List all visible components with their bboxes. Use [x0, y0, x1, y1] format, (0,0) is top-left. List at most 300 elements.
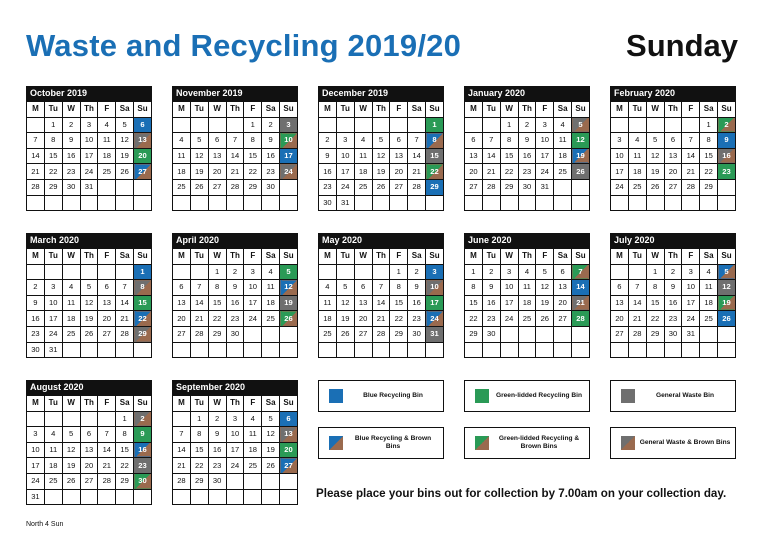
weekday-header: Tu: [44, 396, 62, 412]
weekday-header: M: [319, 249, 337, 265]
empty-cell: [354, 264, 372, 280]
day-cell: 27: [173, 326, 191, 342]
day-cell: 21: [190, 311, 208, 327]
month-calendar: [172, 86, 298, 211]
weekday-header: Tu: [628, 102, 646, 118]
day-cell: 27: [208, 179, 226, 195]
empty-cell: [62, 411, 80, 427]
day-cell: 18: [262, 295, 280, 311]
day-cell: 3: [80, 117, 98, 133]
day-cell: 21: [572, 295, 590, 311]
day-cell: 16: [482, 295, 500, 311]
empty-cell: [190, 264, 208, 280]
weekday-header: M: [173, 102, 191, 118]
weekday-header: Su: [134, 396, 152, 412]
day-cell: 11: [244, 427, 262, 443]
day-cell: 25: [262, 311, 280, 327]
day-cell: 9: [482, 280, 500, 296]
day-cell: 19: [80, 311, 98, 327]
weekday-header: Th: [226, 249, 244, 265]
day-cell: 29: [500, 179, 518, 195]
empty-cell: [98, 179, 116, 195]
day-cell: 29: [465, 326, 483, 342]
day-cell: 24: [611, 179, 629, 195]
day-cell: 22: [390, 311, 408, 327]
day-cell: 14: [372, 295, 390, 311]
weekday-header: F: [98, 102, 116, 118]
day-cell: 13: [280, 427, 298, 443]
empty-cell: [262, 195, 280, 211]
day-cell: 29: [44, 179, 62, 195]
day-cell: 10: [44, 295, 62, 311]
weekday-header: Tu: [336, 102, 354, 118]
day-cell: 11: [700, 280, 718, 296]
legend-item: [318, 380, 444, 412]
month-title: February 2020: [610, 86, 736, 101]
weekday-header: Th: [518, 249, 536, 265]
day-cell: 2: [718, 117, 736, 133]
empty-cell: [173, 264, 191, 280]
day-cell: 14: [173, 442, 191, 458]
day-cell: 4: [354, 133, 372, 149]
empty-cell: [646, 342, 664, 358]
weekday-header: W: [62, 396, 80, 412]
day-cell: 22: [44, 164, 62, 180]
empty-cell: [718, 342, 736, 358]
day-cell: 25: [319, 326, 337, 342]
weekday-header: Sa: [116, 396, 134, 412]
day-cell: 14: [98, 442, 116, 458]
empty-cell: [27, 195, 45, 211]
day-cell: 23: [482, 311, 500, 327]
day-cell: 10: [226, 427, 244, 443]
day-cell: 20: [465, 164, 483, 180]
bin-color-swatch: [621, 436, 635, 450]
day-cell: 31: [27, 489, 45, 505]
weekday-header: Tu: [336, 249, 354, 265]
empty-cell: [390, 117, 408, 133]
weekday-header: Su: [134, 102, 152, 118]
day-cell: 2: [262, 117, 280, 133]
empty-cell: [554, 342, 572, 358]
empty-cell: [226, 117, 244, 133]
day-cell: 29: [208, 326, 226, 342]
day-cell: 4: [319, 280, 337, 296]
day-cell: 21: [27, 164, 45, 180]
day-cell: 2: [664, 264, 682, 280]
day-cell: 19: [372, 164, 390, 180]
empty-cell: [426, 195, 444, 211]
day-cell: 11: [62, 295, 80, 311]
empty-cell: [80, 342, 98, 358]
day-cell: 9: [319, 148, 337, 164]
day-cell: 16: [518, 148, 536, 164]
weekday-header: Su: [572, 249, 590, 265]
empty-cell: [354, 117, 372, 133]
weekday-header: F: [98, 249, 116, 265]
day-cell: 17: [80, 148, 98, 164]
day-cell: 28: [27, 179, 45, 195]
weekday-header: Sa: [700, 249, 718, 265]
empty-cell: [44, 411, 62, 427]
weekday-header: Th: [372, 249, 390, 265]
day-cell: 23: [208, 458, 226, 474]
day-cell: 4: [628, 133, 646, 149]
day-cell: 9: [408, 280, 426, 296]
empty-cell: [226, 195, 244, 211]
day-cell: 3: [280, 117, 298, 133]
day-cell: 18: [700, 295, 718, 311]
day-cell: 27: [465, 179, 483, 195]
day-cell: 28: [408, 179, 426, 195]
weekday-header: Th: [664, 102, 682, 118]
day-cell: 14: [190, 295, 208, 311]
empty-cell: [572, 179, 590, 195]
day-cell: 13: [554, 280, 572, 296]
day-cell: 5: [116, 117, 134, 133]
day-cell: 10: [27, 442, 45, 458]
month-calendar: [464, 86, 590, 211]
weekday-header: Sa: [262, 396, 280, 412]
legend-label: Blue Recycling & Brown Bins: [354, 435, 432, 450]
empty-cell: [98, 195, 116, 211]
empty-cell: [336, 264, 354, 280]
day-cell: 25: [628, 179, 646, 195]
day-cell: 1: [44, 117, 62, 133]
day-cell: 19: [336, 311, 354, 327]
day-cell: 14: [408, 148, 426, 164]
day-cell: 16: [27, 311, 45, 327]
empty-cell: [628, 264, 646, 280]
weekday-header: W: [208, 249, 226, 265]
day-cell: 7: [628, 280, 646, 296]
day-cell: 22: [465, 311, 483, 327]
day-cell: 23: [664, 311, 682, 327]
day-cell: 3: [44, 280, 62, 296]
day-cell: 23: [262, 164, 280, 180]
empty-cell: [116, 264, 134, 280]
day-cell: 28: [190, 326, 208, 342]
day-cell: 27: [611, 326, 629, 342]
day-cell: 12: [336, 295, 354, 311]
day-cell: 23: [319, 179, 337, 195]
day-cell: 14: [682, 148, 700, 164]
empty-cell: [465, 117, 483, 133]
weekday-header: Tu: [44, 102, 62, 118]
day-cell: 30: [208, 473, 226, 489]
empty-cell: [116, 489, 134, 505]
day-cell: 29: [190, 473, 208, 489]
empty-cell: [572, 326, 590, 342]
empty-cell: [372, 342, 390, 358]
day-cell: 20: [611, 311, 629, 327]
day-cell: 8: [465, 280, 483, 296]
day-cell: 18: [173, 164, 191, 180]
day-cell: 4: [244, 411, 262, 427]
empty-cell: [116, 179, 134, 195]
month-title: August 2020: [26, 380, 152, 395]
day-cell: 5: [372, 133, 390, 149]
empty-cell: [718, 195, 736, 211]
day-cell: 12: [262, 427, 280, 443]
empty-cell: [611, 195, 629, 211]
weekday-header: Th: [664, 249, 682, 265]
day-cell: 25: [44, 473, 62, 489]
day-cell: 24: [27, 473, 45, 489]
day-cell: 11: [262, 280, 280, 296]
day-cell: 19: [572, 148, 590, 164]
empty-cell: [572, 342, 590, 358]
day-cell: 29: [116, 473, 134, 489]
weekday-header: W: [500, 249, 518, 265]
day-cell: 26: [372, 179, 390, 195]
day-cell: 13: [664, 148, 682, 164]
empty-cell: [262, 473, 280, 489]
day-cell: 10: [280, 133, 298, 149]
day-cell: 30: [134, 473, 152, 489]
empty-cell: [208, 342, 226, 358]
empty-cell: [536, 342, 554, 358]
day-cell: 7: [98, 427, 116, 443]
month-calendar: [464, 233, 590, 358]
day-cell: 14: [226, 148, 244, 164]
empty-cell: [354, 342, 372, 358]
day-cell: 5: [80, 280, 98, 296]
day-cell: 15: [646, 295, 664, 311]
empty-cell: [244, 342, 262, 358]
day-cell: 20: [134, 148, 152, 164]
day-cell: 25: [700, 311, 718, 327]
bin-color-swatch: [329, 389, 343, 403]
month-title: September 2020: [172, 380, 298, 395]
day-cell: 24: [536, 164, 554, 180]
day-cell: 23: [518, 164, 536, 180]
day-cell: 27: [98, 326, 116, 342]
day-cell: 25: [98, 164, 116, 180]
legend-item: [318, 427, 444, 459]
empty-cell: [628, 117, 646, 133]
day-cell: 7: [372, 280, 390, 296]
day-cell: 15: [134, 295, 152, 311]
empty-cell: [536, 326, 554, 342]
day-cell: 5: [190, 133, 208, 149]
day-cell: 8: [190, 427, 208, 443]
day-cell: 5: [336, 280, 354, 296]
empty-cell: [262, 326, 280, 342]
empty-cell: [554, 179, 572, 195]
weekday-header: M: [465, 102, 483, 118]
day-cell: 2: [208, 411, 226, 427]
day-cell: 31: [336, 195, 354, 211]
empty-cell: [426, 342, 444, 358]
day-cell: 11: [554, 133, 572, 149]
day-cell: 15: [700, 148, 718, 164]
empty-cell: [319, 264, 337, 280]
weekday-header: Su: [280, 102, 298, 118]
empty-cell: [226, 342, 244, 358]
day-cell: 30: [62, 179, 80, 195]
day-cell: 27: [664, 179, 682, 195]
day-cell: 27: [280, 458, 298, 474]
empty-cell: [319, 117, 337, 133]
weekday-header: W: [646, 102, 664, 118]
empty-cell: [408, 195, 426, 211]
empty-cell: [208, 195, 226, 211]
day-cell: 11: [44, 442, 62, 458]
weekday-header: W: [62, 249, 80, 265]
weekday-header: Tu: [190, 102, 208, 118]
empty-cell: [27, 264, 45, 280]
day-cell: 6: [664, 133, 682, 149]
weekday-header: Su: [572, 102, 590, 118]
empty-cell: [98, 342, 116, 358]
day-cell: 19: [262, 442, 280, 458]
empty-cell: [27, 411, 45, 427]
day-cell: 16: [319, 164, 337, 180]
day-cell: 7: [482, 133, 500, 149]
day-cell: 17: [280, 148, 298, 164]
empty-cell: [664, 342, 682, 358]
day-cell: 5: [62, 427, 80, 443]
empty-cell: [518, 326, 536, 342]
weekday-header: M: [27, 249, 45, 265]
weekday-header: Sa: [700, 102, 718, 118]
day-cell: 15: [116, 442, 134, 458]
empty-cell: [226, 489, 244, 505]
day-cell: 30: [226, 326, 244, 342]
day-cell: 20: [80, 458, 98, 474]
empty-cell: [173, 195, 191, 211]
day-cell: 7: [226, 133, 244, 149]
empty-cell: [682, 117, 700, 133]
day-cell: 26: [572, 164, 590, 180]
bin-color-swatch: [475, 436, 489, 450]
day-cell: 8: [208, 280, 226, 296]
day-cell: 12: [718, 280, 736, 296]
empty-cell: [44, 489, 62, 505]
day-cell: 19: [190, 164, 208, 180]
day-cell: 3: [611, 133, 629, 149]
day-cell: 2: [134, 411, 152, 427]
empty-cell: [280, 326, 298, 342]
day-cell: 10: [500, 280, 518, 296]
day-cell: 29: [700, 179, 718, 195]
empty-cell: [173, 117, 191, 133]
weekday-header: M: [611, 102, 629, 118]
month-title: October 2019: [26, 86, 152, 101]
legend-label: Green-lidded Recycling Bin: [495, 392, 583, 399]
day-cell: 11: [518, 280, 536, 296]
weekday-header: Su: [426, 102, 444, 118]
empty-cell: [682, 342, 700, 358]
empty-cell: [372, 264, 390, 280]
day-cell: 5: [262, 411, 280, 427]
day-cell: 20: [98, 311, 116, 327]
legend-label: Green-lidded Recycling & Brown Bins: [498, 435, 580, 450]
day-cell: 7: [116, 280, 134, 296]
weekday-header: F: [536, 249, 554, 265]
legend-item: [464, 380, 590, 412]
day-cell: 12: [646, 148, 664, 164]
day-cell: 21: [408, 164, 426, 180]
weekday-header: Su: [718, 249, 736, 265]
day-cell: 29: [244, 179, 262, 195]
day-cell: 6: [98, 280, 116, 296]
day-cell: 27: [554, 311, 572, 327]
month-title: April 2020: [172, 233, 298, 248]
day-cell: 13: [611, 295, 629, 311]
empty-cell: [482, 117, 500, 133]
day-cell: 18: [98, 148, 116, 164]
day-cell: 24: [244, 311, 262, 327]
day-cell: 21: [682, 164, 700, 180]
empty-cell: [465, 195, 483, 211]
weekday-header: W: [646, 249, 664, 265]
day-cell: 3: [226, 411, 244, 427]
month-title: March 2020: [26, 233, 152, 248]
day-cell: 4: [554, 117, 572, 133]
day-cell: 16: [134, 442, 152, 458]
empty-cell: [319, 342, 337, 358]
empty-cell: [190, 489, 208, 505]
day-cell: 1: [116, 411, 134, 427]
day-cell: 25: [244, 458, 262, 474]
day-cell: 7: [682, 133, 700, 149]
empty-cell: [44, 195, 62, 211]
day-cell: 10: [336, 148, 354, 164]
day-cell: 26: [116, 164, 134, 180]
weekday-header: Tu: [190, 249, 208, 265]
empty-cell: [518, 195, 536, 211]
day-cell: 4: [518, 264, 536, 280]
day-cell: 13: [98, 295, 116, 311]
day-cell: 2: [62, 117, 80, 133]
month-calendar: [26, 380, 152, 505]
day-cell: 23: [27, 326, 45, 342]
day-cell: 8: [116, 427, 134, 443]
empty-cell: [718, 326, 736, 342]
empty-cell: [190, 342, 208, 358]
day-cell: 2: [27, 280, 45, 296]
day-cell: 5: [536, 264, 554, 280]
weekday-header: F: [244, 102, 262, 118]
day-cell: 16: [664, 295, 682, 311]
empty-cell: [700, 195, 718, 211]
day-cell: 8: [44, 133, 62, 149]
day-cell: 10: [536, 133, 554, 149]
month-calendar: [172, 380, 298, 505]
weekday-header: W: [62, 102, 80, 118]
empty-cell: [664, 117, 682, 133]
empty-cell: [280, 489, 298, 505]
empty-cell: [280, 195, 298, 211]
day-cell: 4: [262, 264, 280, 280]
day-cell: 2: [518, 117, 536, 133]
day-cell: 3: [426, 264, 444, 280]
legend-label: Blue Recycling Bin: [363, 392, 423, 399]
weekday-header: M: [27, 396, 45, 412]
day-cell: 9: [208, 427, 226, 443]
day-cell: 15: [465, 295, 483, 311]
weekday-header: F: [536, 102, 554, 118]
weekday-header: Th: [80, 396, 98, 412]
day-cell: 4: [44, 427, 62, 443]
empty-cell: [27, 117, 45, 133]
empty-cell: [134, 195, 152, 211]
day-cell: 19: [280, 295, 298, 311]
day-cell: 30: [27, 342, 45, 358]
day-cell: 1: [426, 117, 444, 133]
